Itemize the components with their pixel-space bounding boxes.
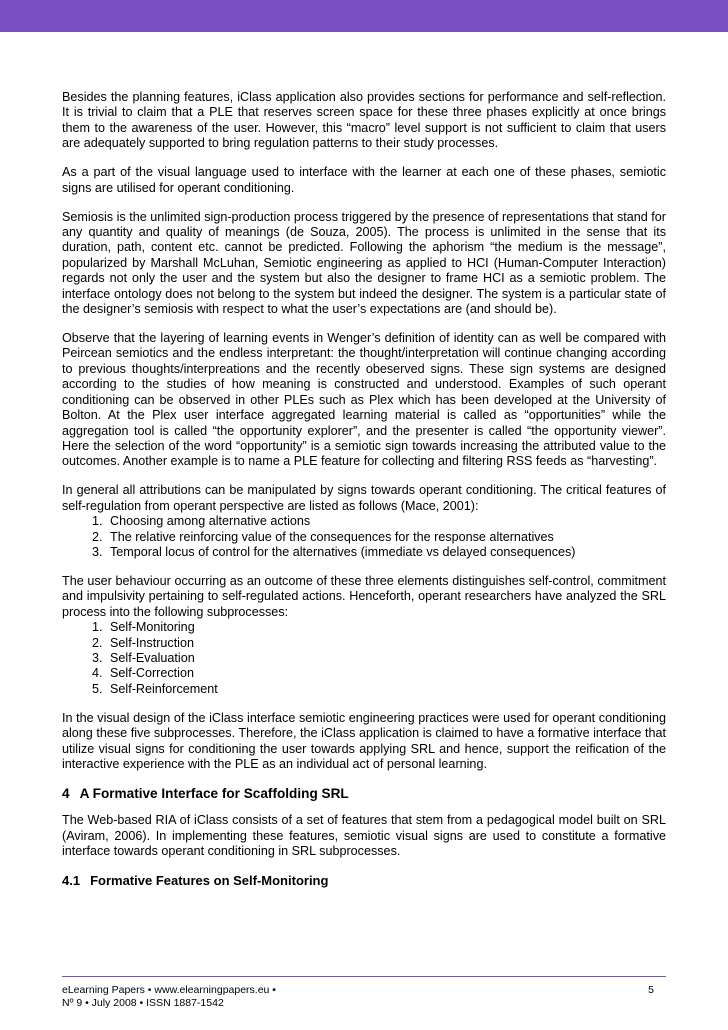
paragraph: In the visual design of the iClass interface semiotic engineering practices were used for operant conditioning along these five subprocesses. Therefore, the iClass application is claimed to have a formative interface that utilize visual signs for conditioning the user towards applying SRL and hence, support the reification of the interactive experience with the PLE as an individual act of personal learning. — [62, 710, 666, 771]
section-number: 4 — [62, 786, 70, 801]
footer-divider — [62, 976, 666, 977]
subsection-heading — [62, 873, 666, 888]
paragraph: Semiosis is the unlimited sign-production process triggered by the presence of representations that stand for any quantity and quality of meanings (de Souza, 2005). The process is unlimited in the sense that its duration, path, content etc. cannot be predicted. Following the aphorism “the medium is the message”, popularized by Marshall McLuhan, Semiotic engineering as applied to HCI (Human-Computer Interaction) regards not only the user and the system but also the designer to frame HCI as a semiotic problem. The interface ontology does not belong to the system but indeed the designer. The system is a particular state of the designer’s semiosis with respect to what the user’s expectations are (and should be). — [62, 209, 666, 317]
footer-publication: eLearning Papers • www.elearningpapers.eu • — [62, 984, 276, 996]
list-item: 4. Self-Correction — [106, 666, 666, 681]
operant-features-list — [62, 514, 666, 560]
paragraph: As a part of the visual language used to interface with the learner at each one of these phases, semiotic signs are utilised for operant conditioning. — [62, 165, 666, 195]
footer-issue: Nº 9 • July 2008 • ISSN 1887-1542 — [62, 997, 224, 1009]
paragraph: Observe that the layering of learning events in Wenger’s definition of identity can as well be compared with Peircean semiotics and the endless interpretant: the thought/interpretation will continue changing according to previous thoughts/interpreations and the recently obeserved signs. These sign systems are designed according to the studies of how meaning is constructed and understood. Examples of such operant conditioning can be observed in other PLEs such as Plex which has been developed at the University of Bolton. At the Plex user interface aggregated learning material is called as “opportunities” while the aggregation tool is called “the opportunity explorer”, and the presenter is called “the opportunity viewer”. Here the selection of the word “opportunity” is a semiotic sign towards increasing the attributed value to the outcomes. Another example is to name a PLE feature for collecting and filtering RSS feeds as “harvesting”. — [62, 331, 666, 469]
paragraph: The user behaviour occurring as an outcome of these three elements distinguishes self-control, commitment and impulsivity pertaining to self-regulated actions. Henceforth, operant researchers have analyzed the SRL process into the following subprocesses: — [62, 573, 666, 619]
paragraph: In general all attributions can be manipulated by signs towards operant conditioning. The critical features of self-regulation from operant perspective are listed as follows (Mace, 2001): — [62, 483, 666, 513]
article-body — [62, 90, 666, 889]
section-title: A Formative Interface for Scaffolding SRL — [79, 786, 349, 801]
list-item: 2. The relative reinforcing value of the consequences for the response alternatives — [106, 530, 666, 545]
section-heading — [62, 786, 666, 801]
subsection-number: 4.1 — [62, 873, 81, 889]
subprocesses-list — [62, 620, 666, 697]
list-item: 1. Choosing among alternative actions — [106, 514, 666, 529]
list-item: 1. Self-Monitoring — [106, 620, 666, 635]
list-item: 3. Temporal locus of control for the alternatives (immediate vs delayed consequences) — [106, 545, 666, 560]
list-item: 3. Self-Evaluation — [106, 651, 666, 666]
paragraph: The Web-based RIA of iClass consists of a set of features that stem from a pedagogical model built on SRL (Aviram, 2006). In implementing these features, semiotic visual signs are used to constitute a formative interface towards operant conditioning in SRL subprocesses. — [62, 813, 666, 859]
paragraph: Besides the planning features, iClass application also provides sections for performance and self-reflection. It is trivial to claim that a PLE that reserves screen space for these three phases explicitly at once brings them to the awareness of the user. However, this “macro” level support is not sufficient to claim that users are adequately supported to bring regulation patterns to their study processes. — [62, 90, 666, 151]
page-number: 5 — [648, 984, 654, 996]
subsection-title: Formative Features on Self-Monitoring — [90, 873, 329, 889]
page-footer — [62, 984, 666, 1010]
list-item: 5. Self-Reinforcement — [106, 682, 666, 697]
header-band — [0, 0, 728, 32]
list-item: 2. Self-Instruction — [106, 636, 666, 651]
